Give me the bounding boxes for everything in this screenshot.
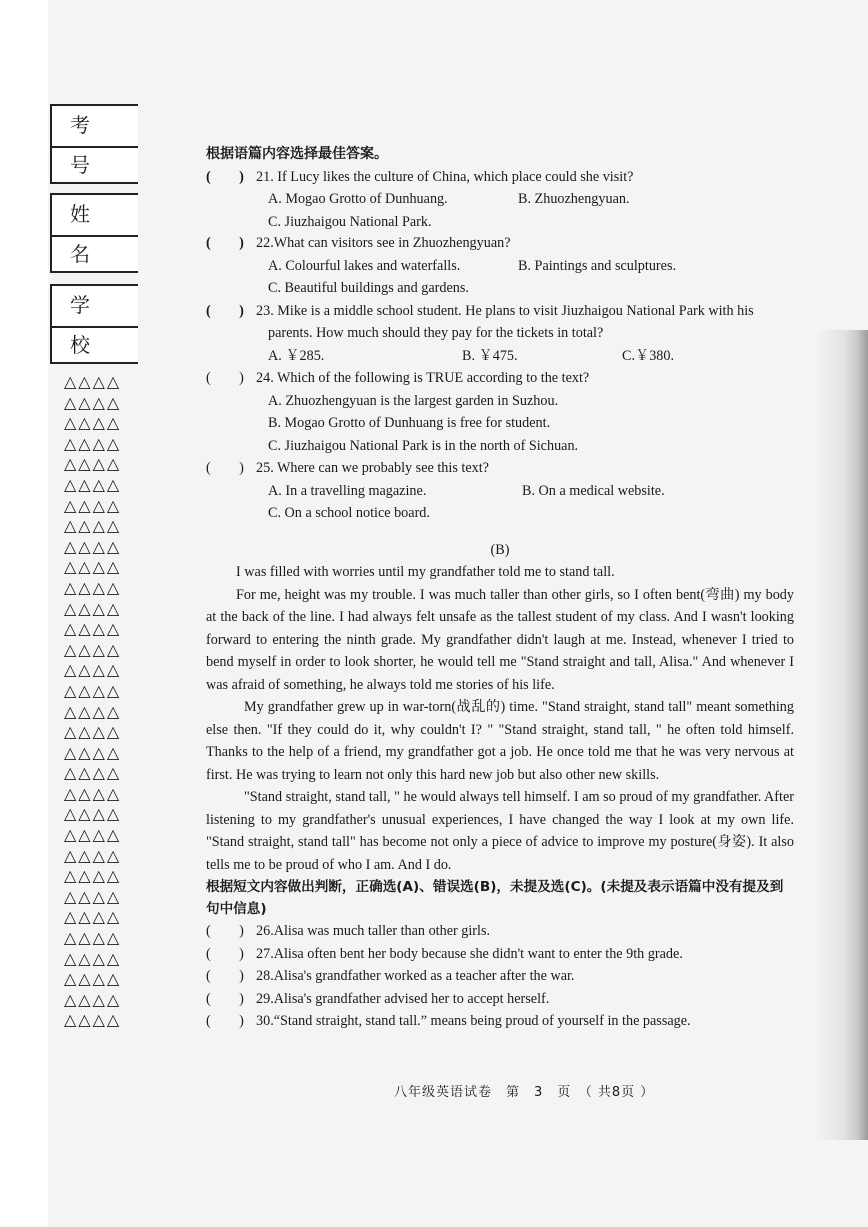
options-row — [206, 277, 794, 300]
name-box — [50, 193, 138, 273]
page-footer: 八年级英语试卷 第 3 页 （ 共8页 ） — [394, 1085, 655, 1100]
judgement-30 — [206, 1010, 794, 1033]
option-b: B. On a medical website. — [522, 482, 665, 499]
question-24 — [206, 367, 794, 390]
triangle-row: △△△△ — [64, 763, 122, 783]
option-a: A. Colourful lakes and waterfalls. — [268, 257, 461, 274]
option-b: B. ￥475. — [462, 347, 518, 364]
answer-blank[interactable]: ( ) — [206, 235, 244, 251]
section-b-heading: (B) — [490, 541, 510, 558]
passage-paragraph: I was filled with worries until my grandfather told me to stand tall. — [236, 564, 615, 580]
triangle-row: △△△△ — [64, 474, 122, 494]
answer-blank[interactable]: ( ) — [206, 990, 244, 1007]
option-c: C. Jiuzhaigou National Park. — [268, 213, 432, 230]
option-c: C.￥380. — [622, 347, 675, 364]
judgement-text: 29.Alisa's grandfather advised her to accept herself. — [256, 990, 550, 1007]
triangle-row: △△△△ — [64, 886, 122, 906]
question-25 — [206, 457, 794, 480]
triangle-row: △△△△ — [64, 845, 122, 865]
triangle-row: △△△△ — [64, 454, 122, 474]
answer-blank[interactable]: ( ) — [206, 1013, 244, 1029]
option-b: B. Paintings and sculptures. — [518, 257, 677, 274]
question-stem: 24. Which of the following is TRUE according to the text? — [256, 370, 590, 386]
answer-blank[interactable]: ( ) — [206, 168, 244, 185]
triangle-row: △△△△ — [64, 1010, 122, 1030]
section-a-instruction: 根据语篇内容选择最佳答案。 — [206, 146, 388, 162]
triangle-row: △△△△ — [64, 413, 122, 433]
judgement-text: 27.Alisa often bent her body because she didn't want to enter the 9th grade. — [256, 945, 683, 962]
triangle-row: △△△△ — [64, 372, 122, 391]
triangle-row: △△△△ — [64, 701, 122, 721]
option-a: A. Mogao Grotto of Dunhuang. — [268, 191, 448, 207]
judgement-text: 30.“Stand straight, stand tall.” means being proud of yourself in the passage. — [256, 1013, 691, 1029]
passage-paragraph: For me, height was my trouble. I was much taller than other girls, so I often bent(弯曲) my body at the back of the line. I had always felt unsafe as the tallest student of my class. And I wasn't looking forward to entering the ninth grade. My grandfather didn't laugh at me. Instead, whenever I tried to bend myself in order to look shorter, he would tell me "Stand straight and tall, Alisa." And whenever I was afraid of something, he always told me stories of his life. — [206, 586, 794, 693]
judgement-26 — [206, 920, 794, 943]
triangle-row: △△△△ — [64, 392, 122, 412]
triangle-row: △△△△ — [64, 907, 122, 927]
options-row — [206, 211, 794, 234]
options-row — [206, 345, 794, 368]
judgement-28 — [206, 965, 794, 988]
question-stem-continued: parents. How much should they pay for the tickets in total? — [268, 325, 604, 341]
triangle-row: △△△△ — [64, 928, 122, 948]
option-c: C. Beautiful buildings and gardens. — [268, 280, 469, 296]
triangle-row: △△△△ — [64, 969, 122, 989]
answer-blank[interactable]: ( ) — [206, 945, 244, 962]
triangle-row: △△△△ — [64, 577, 122, 597]
triangle-row: △△△△ — [64, 619, 122, 639]
judgement-29 — [206, 988, 794, 1011]
option-a: A. ￥285. — [268, 347, 325, 364]
question-23 — [206, 300, 794, 323]
answer-blank[interactable]: ( ) — [206, 302, 244, 319]
triangle-row: △△△△ — [64, 722, 122, 742]
triangle-row: △△△△ — [64, 783, 122, 803]
passage-paragraph: My grandfather grew up in war-torn(战乱的) time. "Stand straight, stand tall" meant something else then. "If they could do it, why couldn't I? " "Stand straight, stand tall, " he often told himself. Thanks to the help of a friend, my grandfather got a job. He once told me that he was very nervous at first. He was trying to learn not only this hard new job but also other new skills. — [206, 699, 794, 783]
triangle-row: △△△△ — [64, 989, 122, 1009]
judgement-27 — [206, 943, 794, 966]
question-stem: 21. If Lucy likes the culture of China, which place could she visit? — [256, 168, 634, 185]
option-b: B. Zhuozhengyuan. — [518, 191, 630, 207]
answer-blank[interactable]: ( ) — [206, 460, 244, 476]
triangle-row: △△△△ — [64, 433, 122, 453]
exam-content — [206, 143, 794, 1033]
question-stem: 23. Mike is a middle school student. He plans to visit Jiuzhaigou National Park with his — [256, 302, 754, 319]
option-b: B. Mogao Grotto of Dunhuang is free for student. — [268, 415, 551, 431]
triangle-row: △△△△ — [64, 516, 122, 536]
answer-blank[interactable]: ( ) — [206, 968, 244, 984]
triangle-row: △△△△ — [64, 536, 122, 556]
passage-paragraph: "Stand straight, stand tall, " he would always tell himself. I am so proud of my grandfather. After listening to my grandfather's unusual experiences, I have changed the way I look at my own life. "Stand straight, stand tall" has become not only a piece of advice to improve my posture(身姿). It also tells me to be proud of who I am. And I do. — [206, 789, 794, 873]
option-a: A. In a travelling magazine. — [268, 482, 427, 499]
page-margin — [0, 0, 48, 1227]
options-row — [206, 480, 794, 503]
options-row — [206, 188, 794, 211]
question-stem: 22.What can visitors see in Zhuozhengyuan? — [256, 235, 511, 251]
triangle-row: △△△△ — [64, 557, 122, 577]
name-label: 姓名 — [52, 195, 138, 237]
triangle-row: △△△△ — [64, 866, 122, 886]
school-label: 学校 — [52, 286, 138, 328]
option-c: C. On a school notice board. — [268, 505, 430, 521]
judgement-text: 28.Alisa's grandfather worked as a teacher after the war. — [256, 968, 575, 984]
triangle-row: △△△△ — [64, 598, 122, 618]
section-b-instruction: 根据短文内容做出判断，正确选(A)、错误选(B)，未提及选(C)。(未提及表示语篇中没有提及到句中信息) — [206, 879, 784, 917]
judgement-text: 26.Alisa was much taller than other girls. — [256, 923, 491, 939]
option-a: A. Zhuozhengyuan is the largest garden in Suzhou. — [268, 392, 559, 409]
answer-blank[interactable]: ( ) — [206, 370, 244, 386]
answer-blank[interactable]: ( ) — [206, 923, 244, 939]
options-row — [206, 502, 794, 525]
question-22 — [206, 232, 794, 255]
exam-number-box — [50, 104, 138, 184]
exam-number-label: 考号 — [52, 106, 138, 148]
seal-line-triangles — [64, 372, 136, 1031]
triangle-row: △△△△ — [64, 495, 122, 515]
triangle-row: △△△△ — [64, 680, 122, 700]
triangle-row: △△△△ — [64, 742, 122, 762]
question-stem: 25. Where can we probably see this text? — [256, 460, 489, 476]
triangle-row: △△△△ — [64, 660, 122, 680]
question-21 — [206, 166, 794, 189]
options-row — [206, 255, 794, 278]
school-box — [50, 284, 138, 364]
triangle-row: △△△△ — [64, 804, 122, 824]
page-edge-shadow — [816, 330, 868, 1140]
triangle-row: △△△△ — [64, 948, 122, 968]
option-c: C. Jiuzhaigou National Park is in the north of Sichuan. — [268, 437, 579, 454]
triangle-row: △△△△ — [64, 825, 122, 845]
triangle-row: △△△△ — [64, 639, 122, 659]
